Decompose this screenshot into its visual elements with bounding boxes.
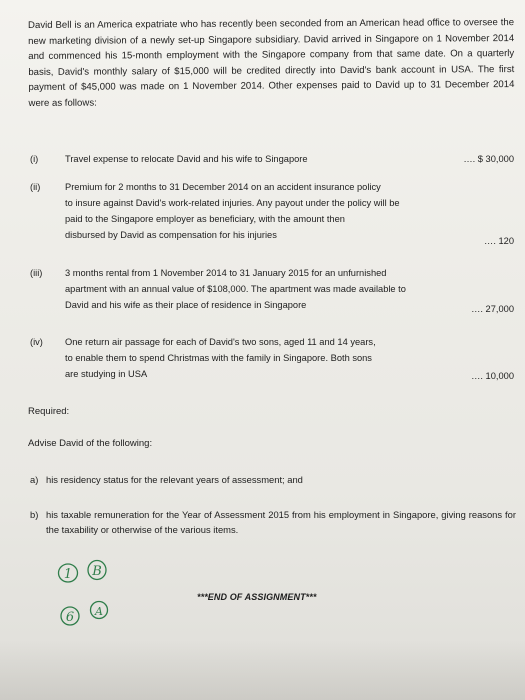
expense-item-ii (30, 180, 514, 246)
item-number: (i) (30, 154, 39, 164)
item-line: to insure against David's work-related injuries. Any payout under the policy will be (65, 198, 400, 208)
case-introduction (28, 15, 515, 111)
question-text: his taxable remuneration for the Year of Assessment 2015 from his employment in Singapore, giving reasons for the taxability or otherwise of the various items. (46, 509, 516, 535)
item-line: apartment with an annual value of $108,000. The apartment was made available to (65, 284, 406, 294)
item-description (65, 180, 435, 243)
question-b (30, 507, 516, 539)
end-of-assignment-marker: ***END OF ASSIGNMENT*** (197, 592, 317, 602)
item-number: (iv) (30, 337, 43, 347)
mark-a: A (95, 605, 103, 618)
item-amount: …. 10,000 (471, 371, 514, 381)
item-line: disbursed by David as compensation for his injuries (65, 230, 277, 240)
question-letter: a) (30, 474, 39, 485)
item-amount: …. $ 30,000 (463, 154, 514, 164)
item-number: (iii) (30, 268, 43, 278)
mark-1: 1 (63, 567, 73, 582)
item-number: (ii) (30, 182, 41, 192)
question-text: his residency status for the relevant years of assessment; and (46, 474, 303, 485)
required-heading: Required: (28, 406, 70, 417)
item-line: Premium for 2 months to 31 December 2014 on an accident insurance policy (65, 182, 381, 192)
mark-6: 6 (65, 610, 75, 625)
question-letter: b) (30, 509, 39, 520)
item-line: Travel expense to relocate David and his wife to Singapore (65, 154, 308, 164)
item-line: to enable them to spend Christmas with the family in Singapore. Both sons (65, 353, 372, 363)
mark-b: B (92, 564, 102, 579)
expense-item-iv (30, 335, 514, 383)
expense-item-iii (30, 266, 514, 314)
item-line: One return air passage for each of David's two sons, aged 11 and 14 years, (65, 337, 376, 347)
handwritten-circled-marks (56, 558, 126, 628)
item-description (65, 266, 435, 313)
item-line: David and his wife as their place of residence in Singapore (65, 300, 307, 310)
item-amount: …. 27,000 (471, 304, 514, 314)
intro-paragraph: David Bell is an America expatriate who has recently been seconded from an American head office to oversee the new marketing division of a newly set-up Singapore subsidiary. David arrived in Singapore on 1 November 2014 and commenced his 15-month employment with the Singapore company from that same date. On a quarterly basis, David's monthly salary of $15,000 will be credited directly into David's bank account in USA. The first payment of $45,000 was made on 1 November 2014. Other expenses paid to David up to 31 December 2014 were as follows: (28, 17, 515, 109)
expense-item-i (30, 152, 514, 168)
item-line: paid to the Singapore employer as beneficiary, with the amount then (65, 214, 345, 224)
item-line: 3 months rental from 1 November 2014 to 31 January 2015 for an unfurnished (65, 268, 387, 278)
advise-heading: Advise David of the following: (28, 438, 153, 449)
item-description (65, 335, 435, 382)
handwritten-marks (56, 558, 126, 633)
item-amount: …. 120 (484, 236, 514, 246)
item-line: are studying in USA (65, 369, 148, 379)
question-a (30, 472, 516, 488)
item-description (65, 152, 435, 167)
